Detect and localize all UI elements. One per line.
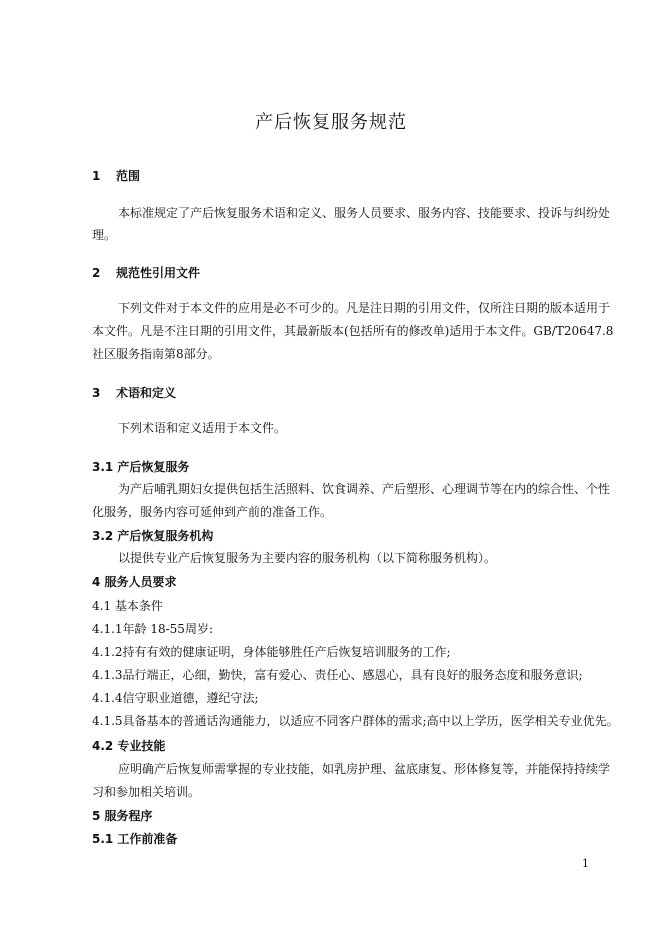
- section-3-1-para-line2: 化服务，服务内容可延伸到产前的准备工作。: [92, 505, 333, 519]
- section-3-1-para-line1: 为产后哺乳期妇女提供包括生活照料、饮食调养、产后塑形、心理调节等在内的综合性、个性: [118, 482, 611, 496]
- section-3-2-para: 以提供专业产后恢复服务为主要内容的服务机构（以下简称服务机构）。: [118, 551, 497, 565]
- section-4-2-para-line2: 习和参加相关培训。: [92, 785, 201, 799]
- document-title: 产后恢复服务规范: [255, 112, 407, 133]
- section-3-1-heading: 3.1 产后恢复服务: [92, 460, 190, 474]
- section-3-2-heading: 3.2 产后恢复服务机构: [92, 529, 214, 543]
- section-3-heading: [92, 384, 612, 402]
- section-4-heading: 4 服务人员要求: [92, 575, 177, 589]
- section-1-para-line1: 本标准规定了产后恢复服务术语和定义、服务人员要求、服务内容、技能要求、投诉与纠纷处: [118, 206, 611, 220]
- section-1-para-line2: 理。: [92, 228, 117, 242]
- section-4-1-2: 4.1.2持有有效的健康证明，身体能够胜任产后恢复培训服务的工作;: [92, 645, 451, 659]
- page-number: 1: [582, 857, 589, 870]
- section-4-2-para-line1: 应明确产后恢复师需掌握的专业技能，如乳房护理、盆底康复、形体修复等，并能保持持续学: [118, 762, 611, 776]
- section-3-title: 术语和定义: [116, 386, 177, 400]
- section-2-heading: [92, 264, 612, 282]
- section-4-1-1: 4.1.1年龄 18-55周岁:: [92, 622, 213, 636]
- section-5-1-heading: 5.1 工作前准备: [92, 832, 178, 846]
- section-4-2-heading: 4.2 专业技能: [92, 739, 166, 753]
- section-5-heading: 5 服务程序: [92, 809, 153, 823]
- section-1-number: 1: [92, 169, 101, 183]
- section-4-1-3: 4.1.3品行端正，心细，勤快，富有爱心、责任心、感恩心，具有良好的服务态度和服务意识;: [92, 668, 583, 682]
- section-3-number: 3: [92, 386, 101, 400]
- section-1-title: 范围: [116, 169, 141, 183]
- section-4-1-5: 4.1.5具备基本的普通话沟通能力，以适应不同客户群体的需求;高中以上学历，医学相关专业优先。: [92, 714, 619, 728]
- section-2-para-line2: 本文件。凡是不注日期的引用文件，其最新版本(包括所有的修改单)适用于本文件。GB/T20647.8: [92, 324, 614, 338]
- section-2-number: 2: [92, 266, 101, 280]
- section-4-1-heading: 4.1 基本条件: [92, 599, 163, 613]
- section-1-heading: [92, 167, 612, 185]
- section-3-para: 下列术语和定义适用于本文件。: [118, 421, 287, 435]
- section-4-1-4: 4.1.4信守职业道德，遵纪守法;: [92, 691, 259, 705]
- section-2-para-line3: 社区服务指南第8部分。: [92, 347, 220, 361]
- section-2-title: 规范性引用文件: [116, 266, 201, 280]
- section-2-para-line1: 下列文件对于本文件的应用是必不可少的。凡是注日期的引用文件，仅所注日期的版本适用于: [118, 301, 611, 315]
